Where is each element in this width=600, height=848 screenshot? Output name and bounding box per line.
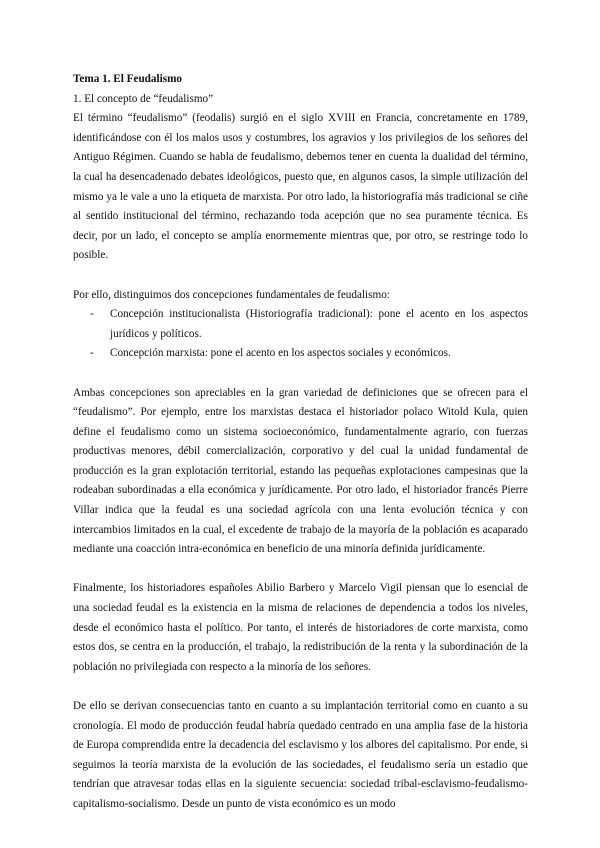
list-marker: - — [90, 308, 94, 321]
paragraph-distinction: Por ello, distinguimos dos concepciones fundamentales de feudalismo: — [73, 288, 390, 301]
concept-list — [73, 305, 528, 364]
list-item — [73, 344, 528, 364]
paragraph-intro: El término “feudalismo” (feodalis) surgió en el siglo XVIII en Francia, concretamente en 1789, identificándose con él los malos usos y costumbres, los agravios y los privilegios de los señores del Antiguo Régimen. Cuando se habla de feudalismo, debemos tener en cuenta la dualidad del término, la cual ha desencadenado debates ideológicos, puesto que, en algunos casos, la simple utilización del mismo ya le vale a uno la etiqueta de marxista. Por otro lado, la historiografía más tradicional se ciñe al sentido institucional del término, rechazando toda acepción que no sea puramente técnica. Es decir, por un lado, el concepto se amplía enormemente mientras que, por otro, se restringe todo lo posible. — [73, 112, 528, 262]
list-item-text: Concepción marxista: pone el acento en los aspectos sociales y económicos. — [110, 347, 451, 360]
list-marker: - — [90, 347, 94, 360]
document-page — [73, 70, 528, 815]
paragraph-definitions: Ambas concepciones son apreciables en la gran variedad de definiciones que se ofrecen para el “feudalismo”. Por ejemplo, entre los marxistas destaca el historiador polaco Witold Kula, quien define el feudalismo como un sistema socioeconómico, fundamentalmente agrario, con fuerzas productivas menores, débil comercialización, corporativo y del cual la unidad fundamental de producción es la gran explotación territorial, estando las pequeñas explotaciones campesinas que la rodeaban subordinadas a ella económica y jurídicamente. Por otro lado, el historiador francés Pierre Villar indica que la feudal es una sociedad agrícola con una lenta evolución técnica y con intercambios limitados en la cual, el excedente de trabajo de la mayoría de la población es acaparado mediante una coacción intra-económica en beneficio de una minoría definida jurídicamente. — [73, 386, 528, 556]
document-title: Tema 1. El Feudalismo — [73, 73, 182, 85]
section-heading: 1. El concepto de “feudalismo” — [73, 92, 214, 105]
list-item-text: Concepción institucionalista (Historiografía tradicional): pone el acento en los aspectos jurídicos y políticos. — [110, 308, 528, 340]
list-item — [73, 305, 528, 344]
paragraph-consequences: De ello se derivan consecuencias tanto en cuanto a su implantación territorial como en cuanto a su cronología. El modo de producción feudal habría quedado centrado en una amplia fase de la historia de Europa comprendida entre la decadencia del esclavismo y los albores del capitalismo. Por ende, si seguimos la teoría marxista de la evolución de las sociedades, el feudalismo sería un estadio que tendrían que atravesar todas ellas en la siguiente secuencia: sociedad tribal-esclavismo-feudalismo-capitalismo-socialismo. Desde un punto de vista económico es un modo — [73, 700, 528, 810]
paragraph-spanish-historians: Finalmente, los historiadores españoles Abilio Barbero y Marcelo Vigil piensan que lo esencial de una sociedad feudal es la existencia en la misma de relaciones de dependencia a todos los niveles, desde el económico hasta el político. Por tanto, el interés de historiadores de corte marxista, como estos dos, se centra en la producción, el trabajo, la redistribución de la renta y la subordinación de la población no privilegiada con respecto a la minoría de los señores. — [73, 582, 528, 673]
